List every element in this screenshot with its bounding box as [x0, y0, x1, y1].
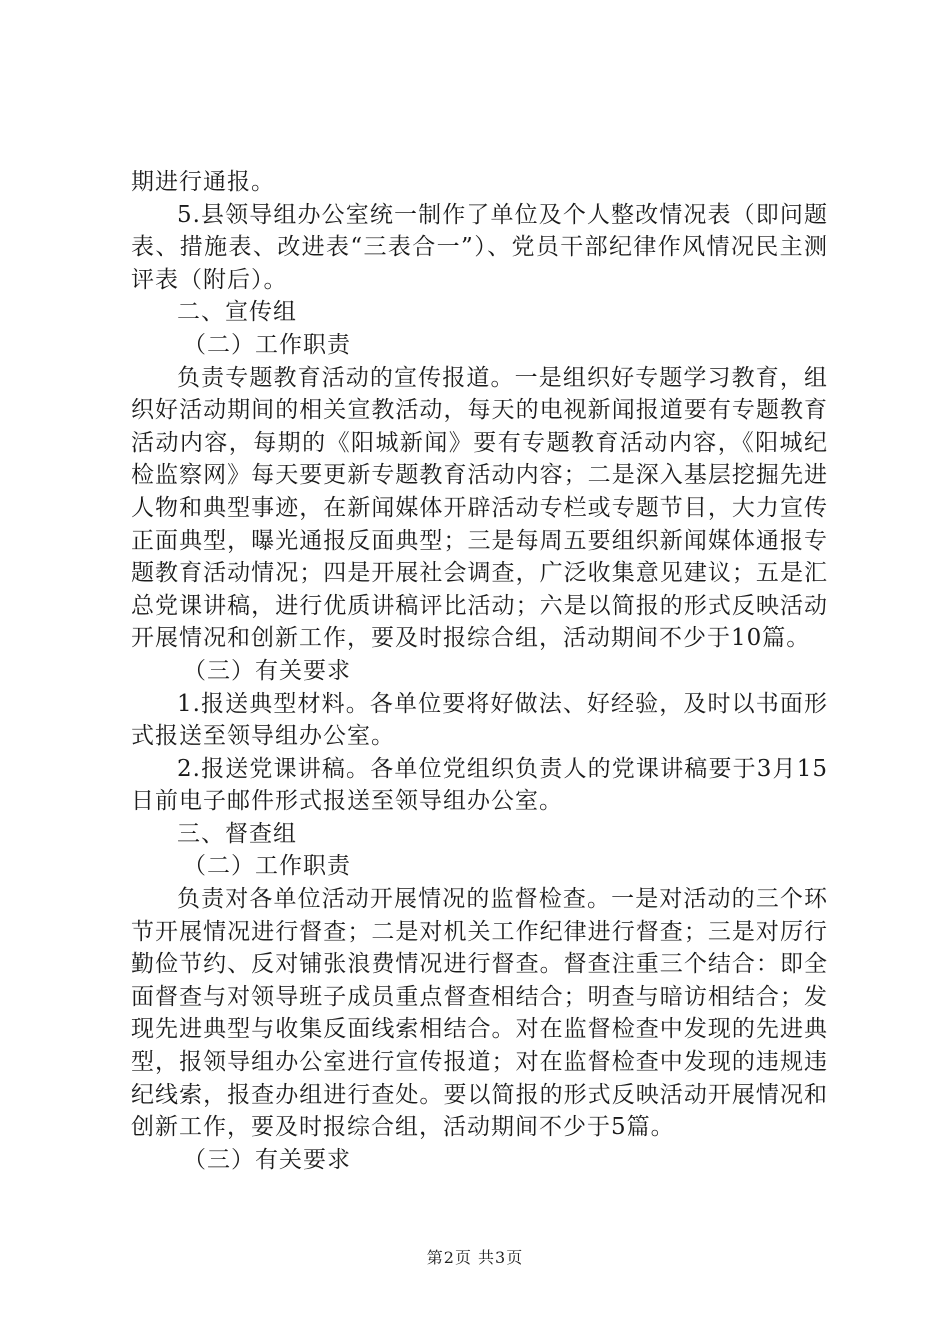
section-heading: 三、督查组	[177, 820, 297, 847]
document-body	[131, 166, 828, 1176]
paragraph: 5.县领导组办公室统一制作了单位及个人整改情况表（即问题表、措施表、改进表“三表合一”）、党员干部纪律作风情况民主测评表（附后）。	[131, 201, 828, 293]
subsection-heading: （二）工作职责	[183, 331, 351, 358]
subsection-heading: （二）工作职责	[183, 853, 351, 880]
subsection-heading: （三）有关要求	[183, 1146, 351, 1173]
page-number-footer: 第2页 共3页	[426, 1248, 524, 1267]
paragraph: 1.报送典型材料。各单位要将好做法、好经验，及时以书面形式报送至领导组办公室。	[131, 690, 828, 750]
paragraph: 负责专题教育活动的宣传报道。一是组织好专题学习教育，组织好活动期间的相关宣教活动，每天的电视新闻报道要有专题教育活动内容，每期的《阳城新闻》要有专题教育活动内容，《阳城纪检监察网》每天要更新专题教育活动内容；二是深入基层挖掘先进人物和典型事迹，在新闻媒体开辟活动专栏或专题节目，大力宣传正面典型，曝光通报反面典型；三是每周五要组织新闻媒体通报专题教育活动情况；四是开展社会调查，广泛收集意见建议；五是汇总党课讲稿，进行优质讲稿评比活动；六是以简报的形式反映活动开展情况和创新工作，要及时报综合组，活动期间不少于10篇。	[131, 364, 828, 652]
paragraph: 期进行通报。	[131, 169, 275, 195]
paragraph: 2.报送党课讲稿。各单位党组织负责人的党课讲稿要于3月15日前电子邮件形式报送至领导组办公室。	[131, 755, 828, 815]
subsection-heading: （三）有关要求	[183, 657, 351, 684]
section-heading: 二、宣传组	[177, 299, 297, 326]
paragraph: 负责对各单位活动开展情况的监督检查。一是对活动的三个环节开展情况进行督查；二是对机关工作纪律进行督查；三是对厉行勤俭节约、反对铺张浪费情况进行督查。督查注重三个结合：即全面督查与对领导班子成员重点督查相结合；明查与暗访相结合；发现先进典型与收集反面线索相结合。对在监督检查中发现的先进典型，报领导组办公室进行宣传报道；对在监督检查中发现的违规违纪线索，报查办组进行查处。要以简报的形式反映活动开展情况和创新工作，要及时报综合组，活动期间不少于5篇。	[131, 886, 828, 1141]
